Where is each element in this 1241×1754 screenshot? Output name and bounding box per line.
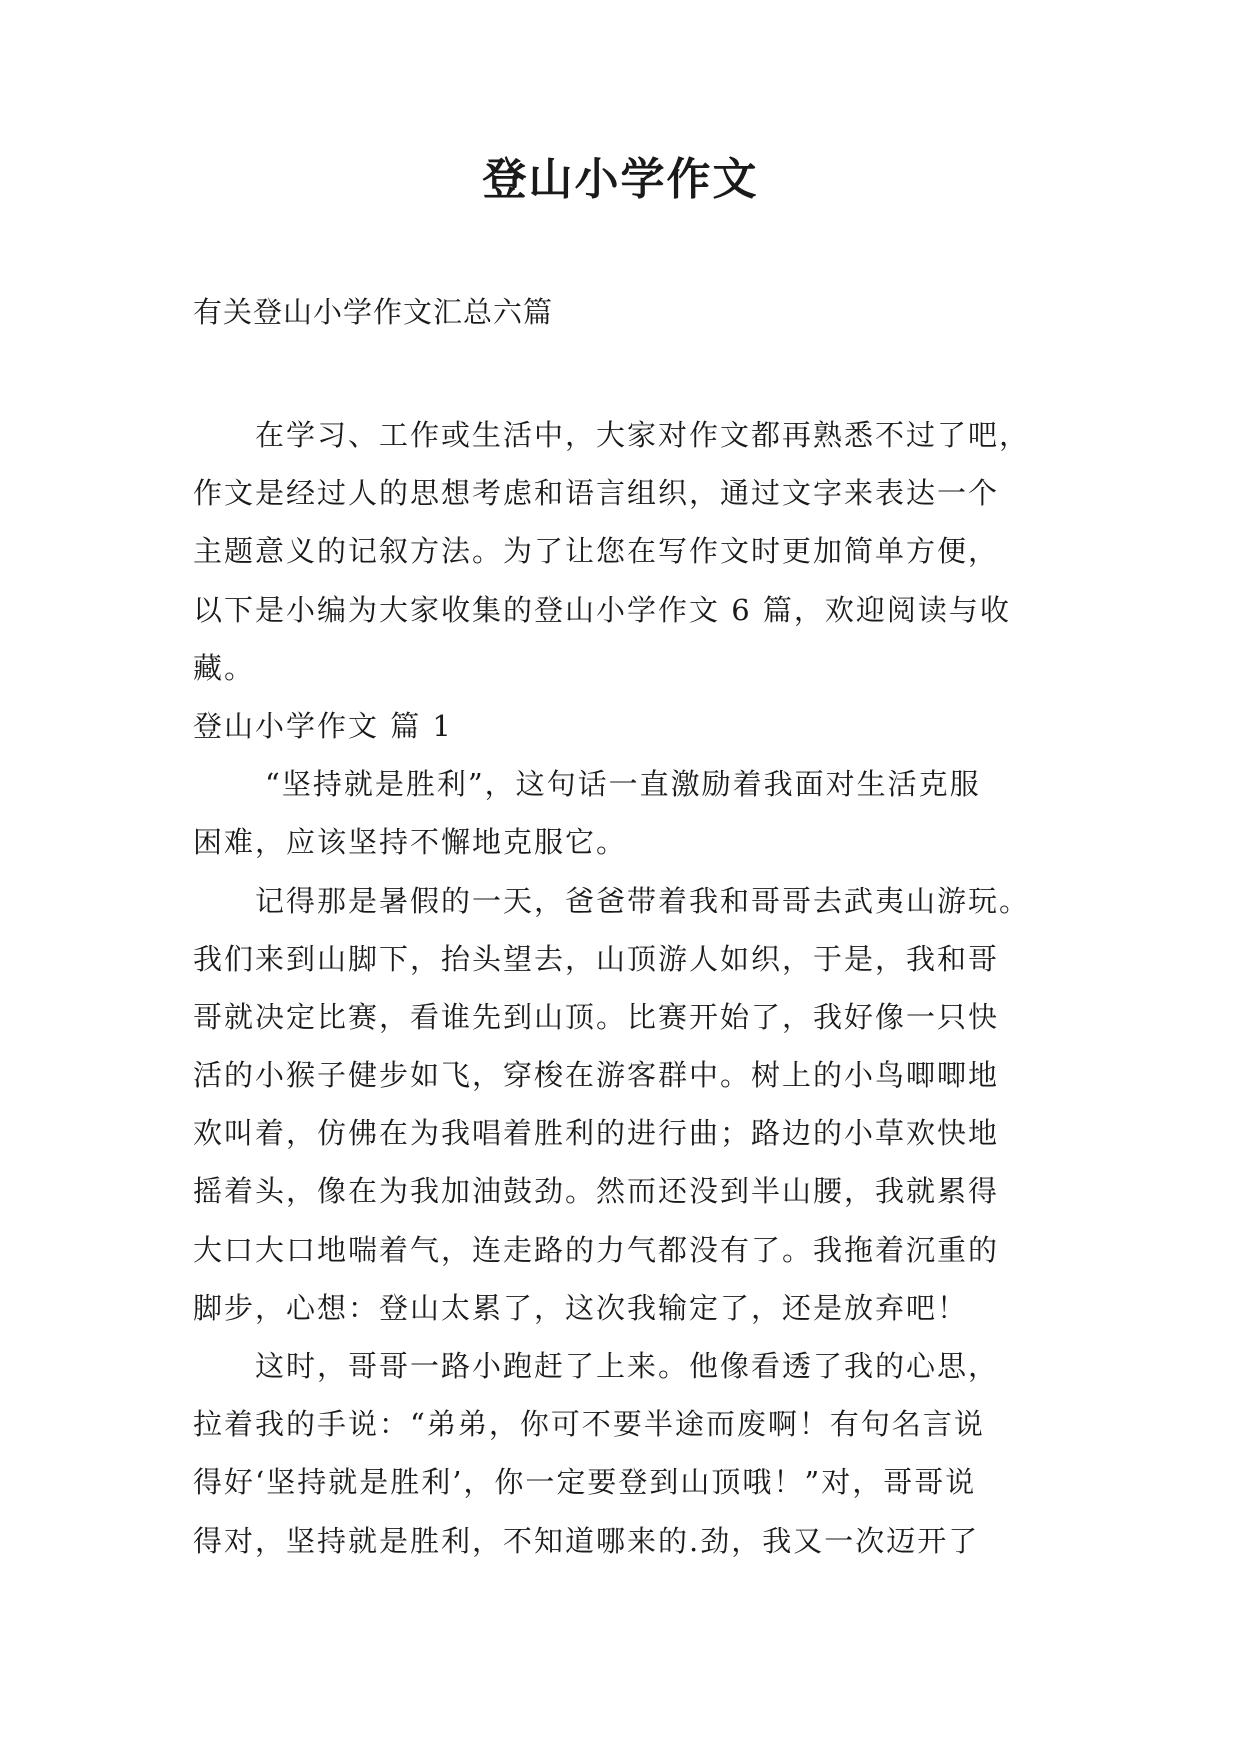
paragraph-line: 大口大口地喘着气，连走路的力气都没有了。我拖着沉重的 (193, 1232, 1000, 1267)
paragraph-line: 我们来到山脚下，抬头望去，山顶游人如织，于是，我和哥 (193, 941, 1000, 976)
paragraph-line: 在学习、工作或生活中，大家对作文都再熟悉不过了吧， (255, 418, 1031, 452)
paragraph-line: 藏。 (193, 650, 256, 685)
paragraph-line: 得对，坚持就是胜利，不知道哪来的.劲，我又一次迈开了 (193, 1523, 980, 1558)
paragraph-line: 摇着头，像在为我加油鼓劲。然而还没到半山腰，我就累得 (193, 1174, 1000, 1209)
document-body (193, 406, 1053, 1570)
paragraph-line: 困难，应该坚持不懈地克服它。 (193, 825, 628, 860)
paragraph-line: 脚步，心想：登山太累了，这次我输定了，还是放弃吧！ (193, 1290, 969, 1325)
paragraph-line: 活的小猴子健步如飞，穿梭在游客群中。树上的小鸟唧唧地 (193, 1058, 1000, 1093)
paragraph-line: 记得那是暑假的一天，爸爸带着我和哥哥去武夷山游玩。 (255, 883, 1031, 918)
document-subtitle: 有关登山小学作文汇总六篇 (193, 295, 554, 329)
paragraph-line: 这时，哥哥一路小跑赶了上来。他像看透了我的心思， (255, 1349, 1000, 1383)
paragraph-line: 得好‘坚持就是胜利’，你一定要登到山顶哦！”对，哥哥说 (193, 1465, 977, 1500)
section-heading: 登山小学作文 篇 1 (193, 708, 453, 743)
paragraph-line: 主题意义的记叙方法。为了让您在写作文时更加简单方便， (193, 534, 1000, 569)
paragraph-line: 作文是经过人的思想考虑和语言组织，通过文字来表达一个 (193, 476, 1000, 511)
paragraph-line: 欢叫着，仿佛在为我唱着胜利的进行曲；路边的小草欢快地 (193, 1116, 1000, 1151)
paragraph-line: 哥就决定比赛，看谁先到山顶。比赛开始了，我好像一只快 (193, 999, 1000, 1034)
paragraph-line: “坚持就是胜利”，这句话一直激励着我面对生活克服 (265, 767, 981, 802)
paragraph-line: 拉着我的手说：“弟弟，你可不要半途而废啊！有句名言说 (193, 1407, 985, 1442)
paragraph-line: 以下是小编为大家收集的登山小学作文 6 篇，欢迎阅读与收 (193, 592, 1011, 627)
document-title: 登山小学作文 (482, 154, 759, 205)
